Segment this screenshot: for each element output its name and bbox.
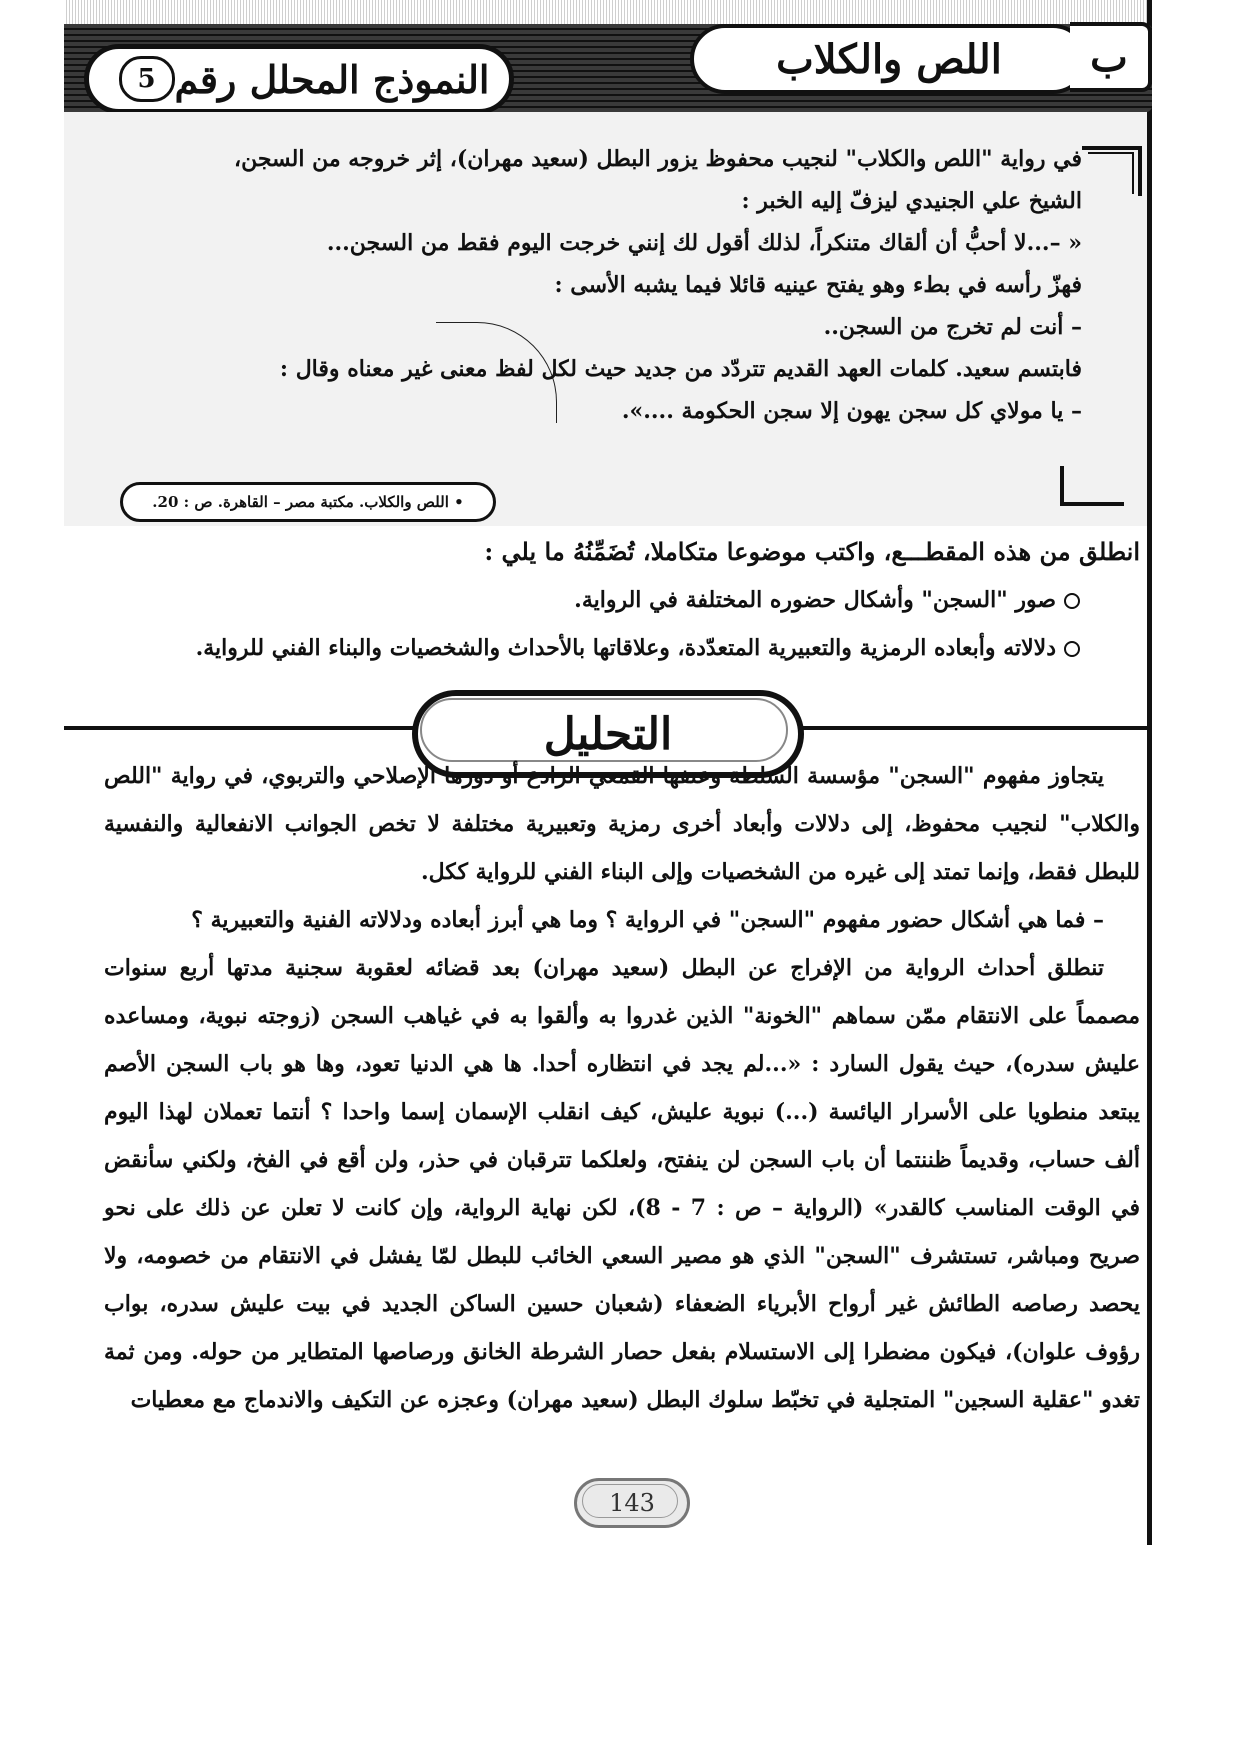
analysis-paragraph: – فما هي أشكال حضور مفهوم "السجن" في الرواية ؟ وما هي أبرز أبعاده ودلالاته الفنية والتعبيرية ؟	[191, 907, 1104, 933]
quoted-passage	[92, 138, 1082, 432]
bracket-top-right-inner	[1088, 152, 1134, 194]
model-number: 5	[119, 56, 175, 102]
passage-line: « –...لا أحبُّ أن ألقاك متنكراً، لذلك أقول لك إنني خرجت اليوم فقط من السجن...	[326, 230, 1082, 256]
bullet-circle-icon	[1064, 641, 1080, 657]
passage-line: – يا مولاي كل سجن يهون إلا سجن الحكومة ....».	[621, 398, 1082, 424]
task-bullet-text: صور "السجن" وأشكال حضوره المختلفة في الرواية.	[574, 587, 1056, 613]
passage-source: • اللص والكلاب. مكتبة مصر – القاهرة. ص : 20.	[120, 482, 496, 522]
section-badge: ب	[1070, 22, 1152, 92]
bullet-circle-icon	[1064, 593, 1080, 609]
model-title	[84, 44, 514, 114]
analysis-heading: التحليل	[412, 690, 804, 778]
right-border-rule	[1147, 0, 1152, 1545]
bracket-bottom	[1060, 466, 1124, 506]
passage-line: الشيخ علي الجنيدي ليزفّ إليه الخبر :	[741, 188, 1082, 214]
task-bullet-text: دلالاته وأبعاده الرمزية والتعبيرية المتعدّدة، وعلاقاتها بالأحداث والشخصيات والبناء الفني للرواية.	[195, 635, 1056, 661]
analysis-paragraph: يتجاوز مفهوم "السجن" مؤسسة السلطة وعنفها القمعي الرادع أو دورها الإصلاحي والتربوي، في رواية "اللص والكلاب" لنجيب محفوظ، إلى دلالات وأبعاد أخرى رمزية وتعبيرية مختلفة لا تخص الجوانب الانفعالية والنفسية للبطل فقط، وإنما تمتد إلى غيره من الشخصيات وإلى البناء الفني للرواية ككل.	[104, 763, 1140, 885]
analysis-body	[104, 752, 1140, 1424]
page-number-ring	[582, 1484, 678, 1518]
model-label: النموذج المحلل رقم	[174, 56, 490, 102]
task-bullet	[110, 576, 1140, 624]
task-intro: انطلق من هذه المقطـــع، واكتب موضوعا متكاملا، تُضَمِّنُهُ ما يلي :	[484, 537, 1140, 566]
passage-line: فابتسم سعيد. كلمات العهد القديم تتردّد من جديد حيث لكل لفظ معنى غير معناه وقال :	[279, 356, 1082, 382]
passage-line: في رواية "اللص والكلاب" لنجيب محفوظ يزور البطل (سعيد مهران)، إثر خروجه من السجن،	[233, 146, 1082, 172]
passage-line: – أنت لم تخرج من السجن..	[823, 314, 1082, 340]
page-number: 143	[574, 1478, 690, 1528]
task-instructions	[110, 528, 1140, 672]
book-title: اللص والكلاب	[690, 24, 1088, 94]
task-bullet	[110, 624, 1140, 672]
passage-line: فهزّ رأسه في بطء وهو يفتح عينيه قائلا فيما يشبه الأسى :	[554, 272, 1082, 298]
analysis-paragraph: تنطلق أحداث الرواية من الإفراج عن البطل (سعيد مهران) بعد قضائه لعقوبة سجنية مدتها أربع سنوات مصمماً على الانتقام ممّن سماهم "الخونة" الذين غدروا به وألقوا به في غياهب السجن (زوجته نبوية، ومساعده عليش سدره)، حيث يقول السارد : «...لم يجد في انتظاره أحدا. ها هي الدنيا تعود، وها هو باب السجن الأصم يبتعد منطويا على الأسرار اليائسة (...) نبوية عليش، كيف انقلب الإسمان إسما واحدا ؟ أنتما تعملان لهذا اليوم ألف حساب، وقديماً ظننتما أن باب السجن لن ينفتح، ولعلكما تترقبان في حذر، ولن أقع في الفخ، ولكني سأنقض في الوقت المناسب كالقدر» (الرواية – ص : 7 - 8)، لكن نهاية الرواية، وإن كانت لا تعلن عن ذلك على نحو صريح ومباشر، تستشرف "السجن" الذي هو مصير السعي الخائب للبطل لمّا يفشل في الانتقام من خصومه، ولا يحصد رصاصه الطائش غير أرواح الأبرياء الضعفاء (شعبان حسين الساكن الجديد في بيت عليش سدره، بواب رؤوف علوان)، فيكون مضطرا إلى الاستسلام بفعل حصار الشرطة الخانق ورصاصها المتطاير من حوله. ومن ثمة تغدو "عقلية السجين" المتجلية في تخبّط سلوك البطل (سعيد مهران) وعجزه عن التكيف والاندماج مع معطيات	[104, 955, 1140, 1413]
